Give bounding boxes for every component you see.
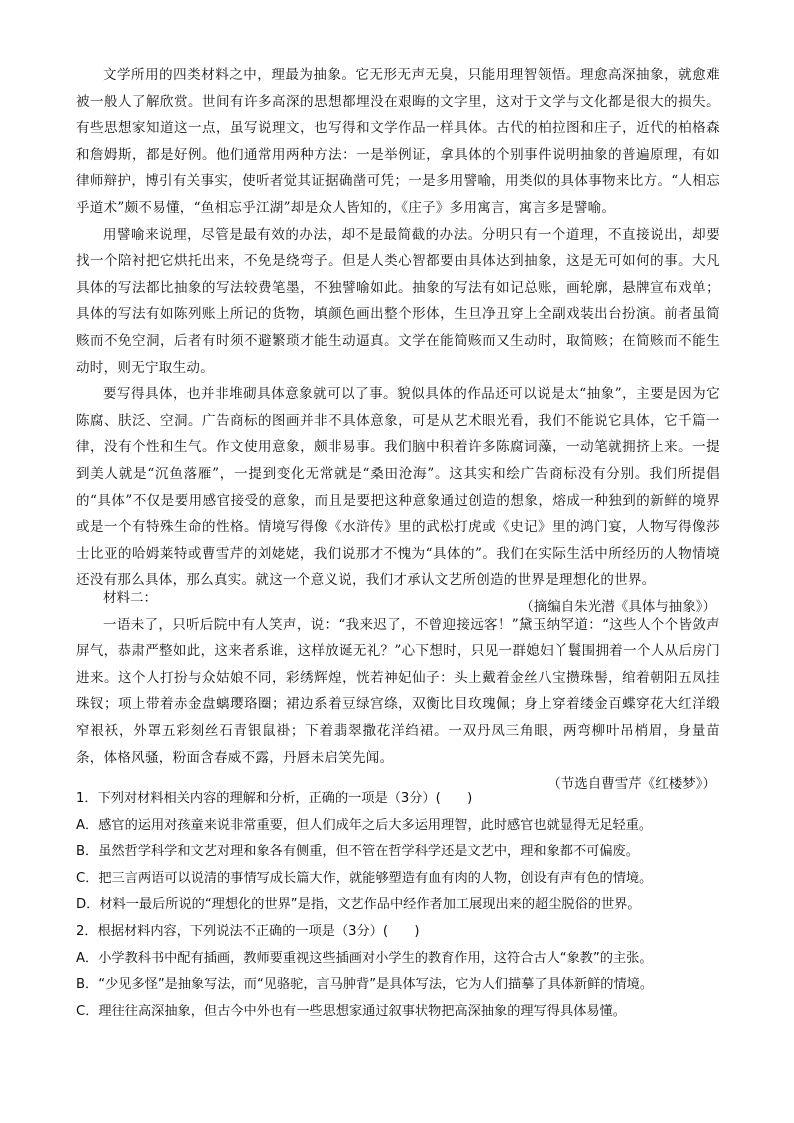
- material-two-paragraph: 一语未了，只听后院中有人笑声，说：“我来迟了，不曾迎接远客！”黛玉纳罕道：“这些人个个皆敛声屏气，恭肃严整如此，这来者系谁，这样放诞无礼？”心下想时，只见一群媳妇丫鬟围拥着一个人从后房门进来。这个人打扮与众姑娘不同，彩绣辉煌，恍若神妃仙子：头上戴着金丝八宝攒珠髻，绾着朝阳五凤挂珠钗；项上带着赤金盘螭璎珞圈；裙边系着豆绿宫绦，双衡比目玫瑰佩；身上穿着缕金百蝶穿花大红洋缎窄裉袄，外罩五彩刻丝石青银鼠褂；下着翡翠撒花洋绉裙。一双丹凤三角眼，两弯柳叶吊梢眉，身量苗条，体格风骚，粉面含春威不露，丹唇未启笑先闻。: [76, 616, 720, 766]
- answer-option: B．“少见多怪”是抽象写法，而“见骆驼，言马肿背”是具体写法，它为人们描摹了具体新鲜的情境。: [76, 977, 654, 993]
- question-stem: 2．根据材料内容，下列说法不正确的一项是（3分）( ): [76, 923, 420, 939]
- material-one-paragraph: 要写得具体，也并非堆砌具体意象就可以了事。貌似具体的作品还可以说是太“抽象”，主要是因为它陈腐、肤泛、空洞。广告商标的图画并非不具体意象，可是从艺术眼光看，我们不能说它具体，它千篇一律，没有个性和生气。作文使用意象，颇非易事。我们脑中积着许多陈腐词藻，一动笔就拥挤上来。一提到美人就是“沉鱼落雁”，一提到变化无常就是“桑田沧海”。这其实和绘广告商标没有分别。我们所提倡的“具体”不仅是要用感官接受的意象，而且是要把这种意象通过创造的想象，熔成一种独到的新鲜的境界或是一个有特殊生命的性格。情境写得像《水浒传》里的武松打虎或《史记》里的鸿门宴，人物写得像莎士比亚的哈姆莱特或曹雪芹的刘姥姥，我们说那才不愧为“具体的”。我们在实际生活中所经历的人物情境还没有那么具体，那么真实。就这一个意义说，我们才承认文艺所创造的世界是理想化的世界。: [76, 386, 720, 589]
- material-two-source: （节选自曹雪芹《红楼梦》）: [547, 776, 716, 793]
- material-one: [76, 62, 720, 620]
- answer-option: A．感官的运用对孩童来说非常重要，但人们成年之后大多运用理智，此时感官也就显得无足轻重。: [76, 817, 653, 833]
- material-two: [76, 585, 720, 798]
- material-two-label: 材料二：: [103, 590, 157, 606]
- material-one-paragraph: 文学所用的四类材料之中，理最为抽象。它无形无声无臭，只能用理智领悟。理愈高深抽象，就愈难被一般人了解欣赏。世间有许多高深的思想都埋没在艰晦的文字里，这对于文学与文化都是很大的损失。有些思想家知道这一点，虽写说理文，也写得和文学作品一样具体。古代的柏拉图和庄子，近代的柏格森和詹姆斯，都是好例。他们通常用两种方法：一是举例证，拿具体的个别事件说明抽象的普遍原理，有如律师辩护，博引有关事实，使听者觉其证据确凿可凭；一是多用譬喻，用类似的具体事物来比方。“人相忘乎道术”颇不易懂，“鱼相忘乎江湖”却是众人皆知的，《庄子》多用寓言，寓言多是譬喻。: [76, 67, 720, 216]
- answer-option: C．理往往高深抽象，但古今中外也有一些思想家通过叙事状物把高深抽象的理写得具体易懂。: [76, 1003, 626, 1019]
- answer-option: D．材料一最后所说的“理想化的世界”是指，文艺作品中经作者加工展现出来的超尘脱俗的世界。: [76, 897, 641, 913]
- material-one-source: （摘编自朱光潜《具体与抽象》）: [520, 598, 716, 615]
- answer-option: B．虽然哲学科学和文艺对理和象各有侧重，但不管在哲学科学还是文艺中，理和象都不可偏废。: [76, 844, 639, 860]
- answer-option: C．把三言两语可以说清的事情写成长篇大作，就能够塑造有血有肉的人物，创设有声有色的情境。: [76, 870, 653, 886]
- material-one-paragraph: 用譬喻来说理，尽管是最有效的办法，却不是最简截的办法。分明只有一个道理，不直接说出，却要找一个陪衬把它烘托出来，不免是绕弯子。但是人类心智都要由具体达到抽象，这是无可如何的事。大凡具体的写法都比抽象的写法较费笔墨，不独譬喻如此。抽象的写法有如记总账，画轮廓，悬牌宣布戏单；具体的写法有如陈列账上所记的货物，填颜色画出整个形体，生旦净丑穿上全副戏装出台扮演。前者虽简赅而不免空洞，后者有时须不避繁琐才能生动逼真。文学在能简赅而又生动时，取简赅；在简赅而不能生动时，则无宁取生动。: [76, 226, 720, 376]
- questions-section: [76, 786, 720, 1025]
- question-stem: 1．下列对材料相关内容的理解和分析，正确的一项是（3分）( ): [76, 791, 473, 806]
- answer-option: A．小学教科书中配有插画，教师要重视这些插画对小学生的教育作用，这符合古人“象教”的主张。: [76, 950, 653, 966]
